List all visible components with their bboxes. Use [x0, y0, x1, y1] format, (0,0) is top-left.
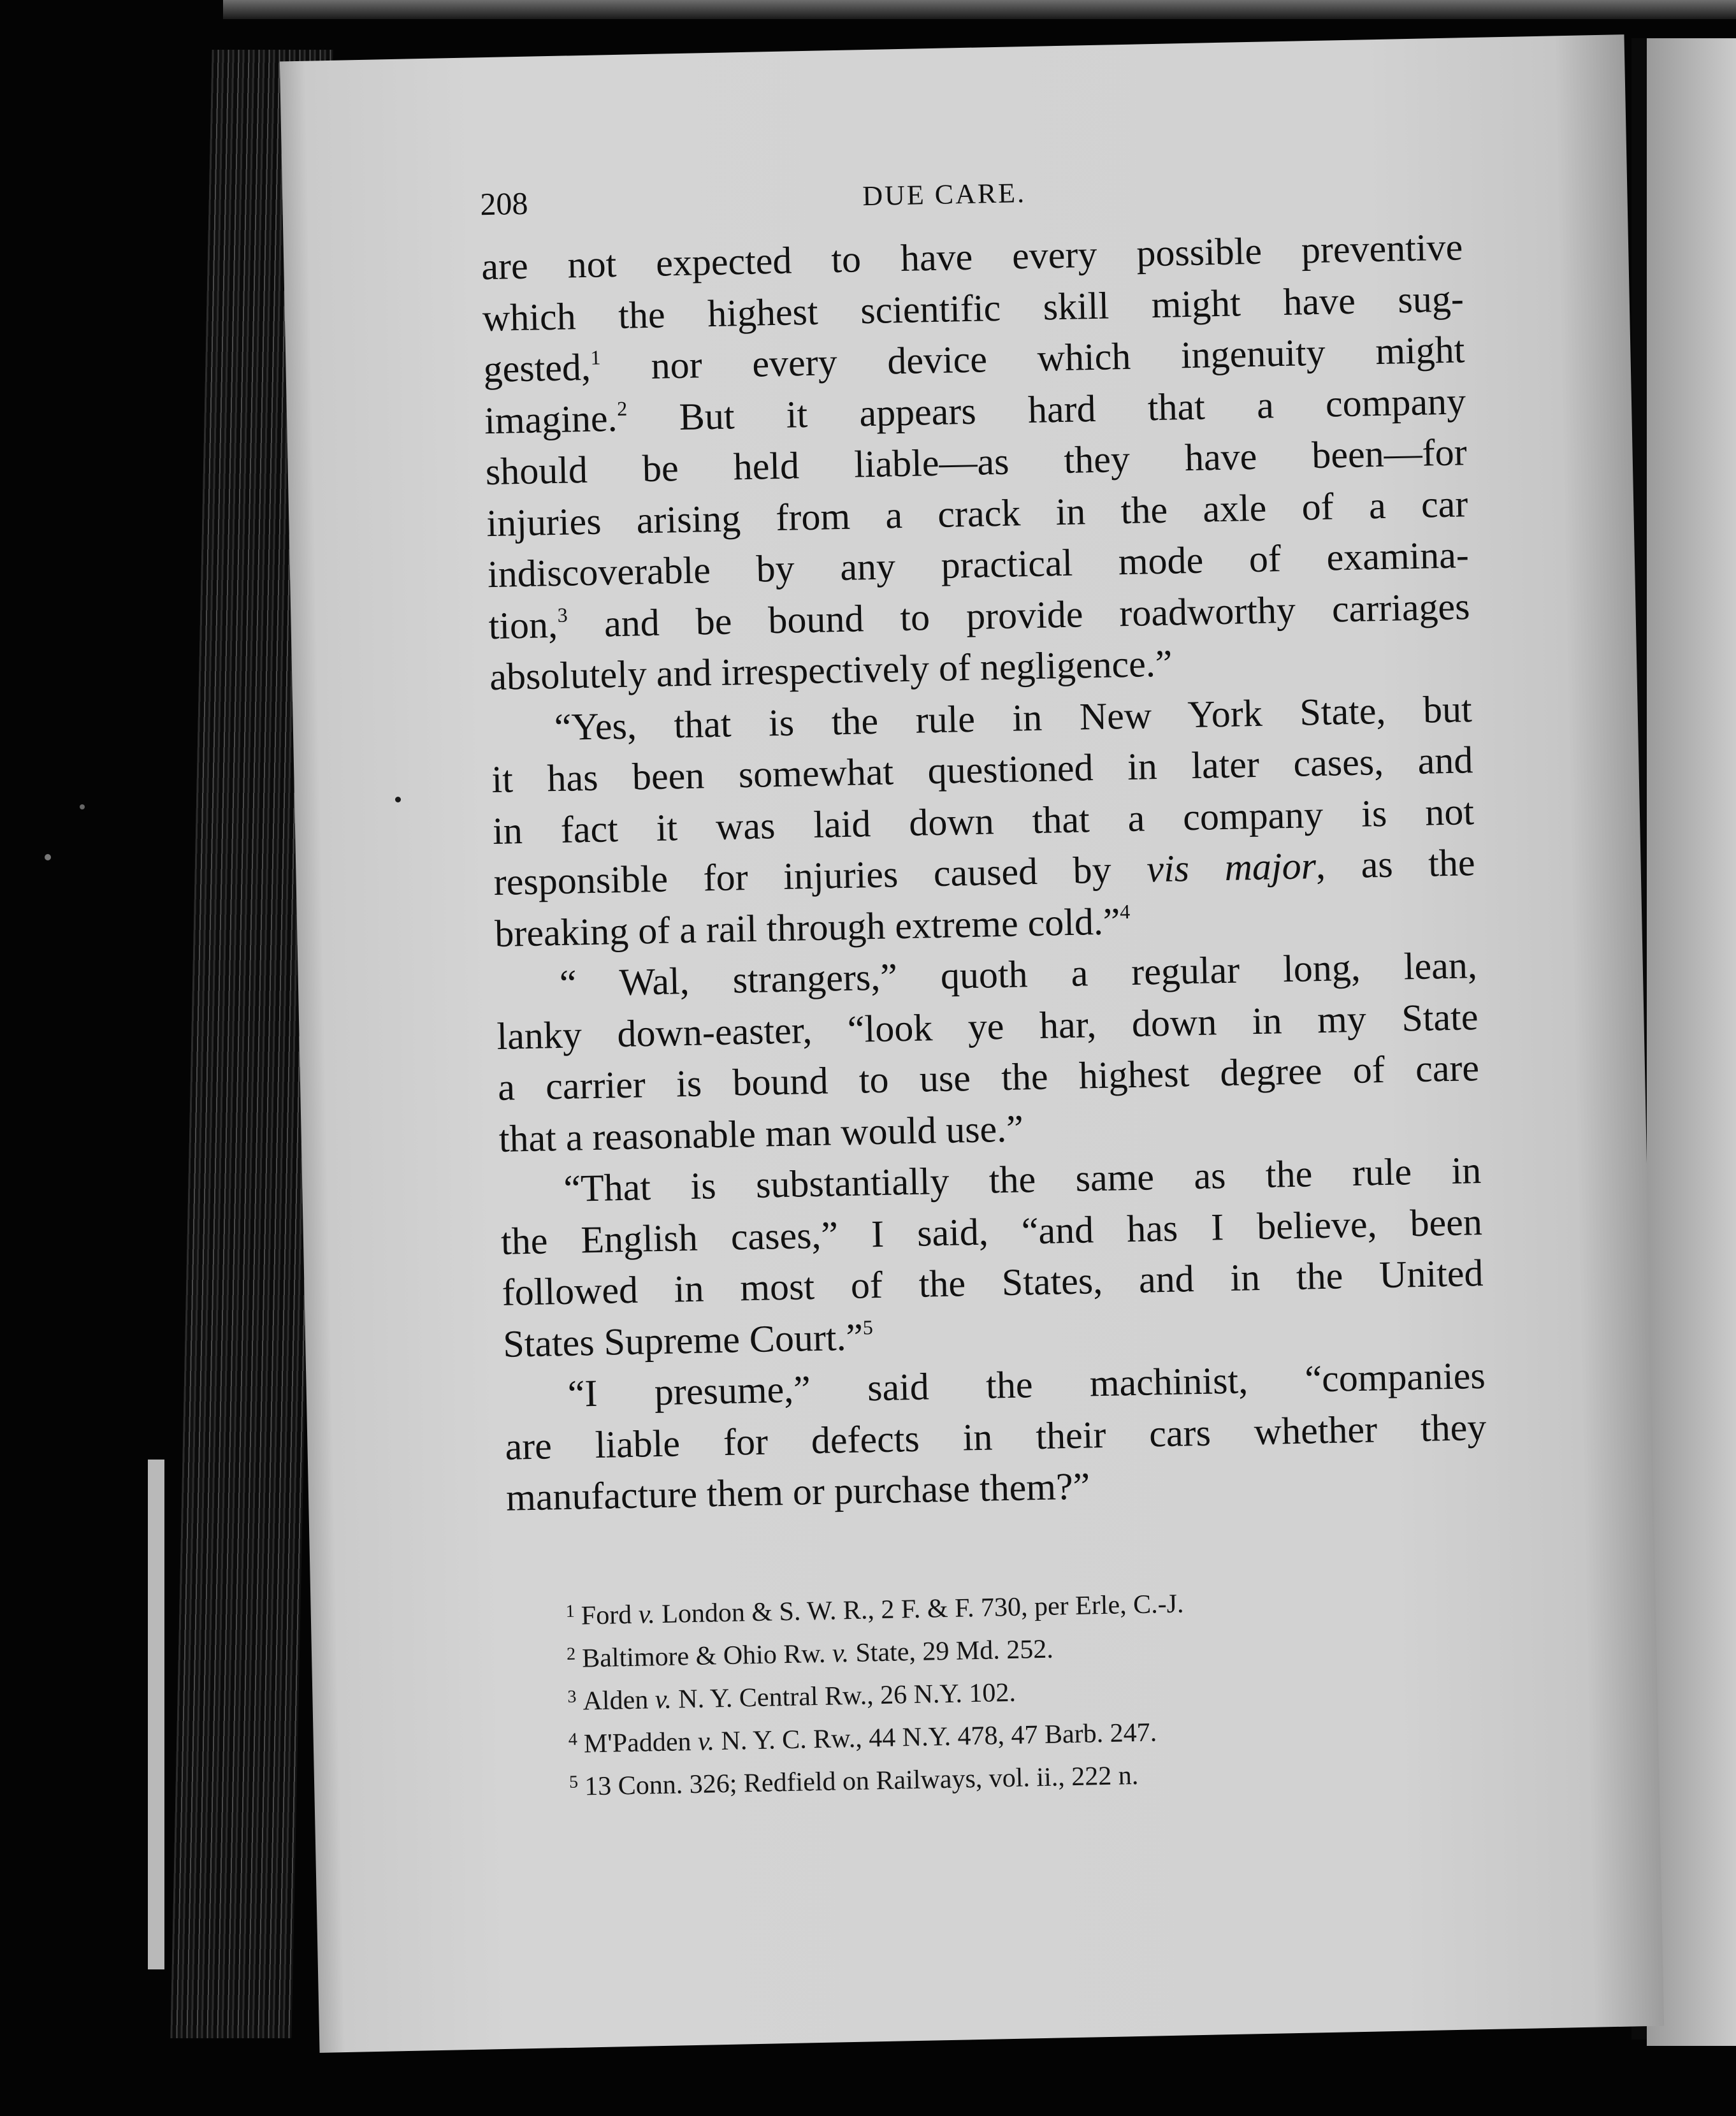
italic-text: v. [638, 1599, 656, 1630]
text-run: “Yes, that is the rule in New York State, but [554, 687, 1473, 748]
footnote-reference: 3 [557, 603, 568, 627]
footnote-reference: 2 [616, 396, 628, 420]
text-run: tion, [488, 603, 558, 647]
text-run: responsible for injuries caused by [493, 848, 1147, 903]
text-run: it has been somewhat questioned in later cases, and [491, 739, 1473, 801]
text-run: in fact it was laid down that a company is not [492, 790, 1475, 852]
footnote-number: 5 [568, 1772, 579, 1792]
text-run: lanky down-easter, “look ye har, down in my State [496, 995, 1479, 1057]
text-run: N. Y. C. Rw., 44 N.Y. 478, 47 Barb. 247. [714, 1717, 1157, 1756]
facing-page-edge [1647, 38, 1736, 2046]
text-run: which the highest scientific skill might have sug- [482, 277, 1465, 339]
text-run: “ Wal, strangers,” quoth a regular long, lean, [559, 944, 1478, 1004]
text-run: Alden [582, 1685, 656, 1716]
footnote-number: 3 [567, 1686, 577, 1707]
text-run: should be held liable—as they have been—for [485, 431, 1468, 493]
text-run: imagine. [484, 396, 618, 442]
text-run: 13 Conn. 326; Redfield on Railways, vol. ii., 222 n. [584, 1760, 1139, 1801]
text-run: a carrier is bound to use the highest degree of care [497, 1047, 1480, 1108]
footnote-number: 4 [568, 1729, 578, 1750]
running-title: DUE CARE. [862, 177, 1027, 212]
book-top-edge [223, 0, 1736, 19]
italic-text: v. [697, 1726, 715, 1757]
text-run: are liable for defects in their cars whether they [504, 1405, 1487, 1468]
text-run: N. Y. Central Rw., 26 N.Y. 102. [671, 1678, 1016, 1714]
body-text [481, 221, 1488, 1523]
text-run: manufacture them or purchase them?” [505, 1465, 1090, 1519]
text-run: indiscoverable by any practical mode of examina- [487, 533, 1470, 596]
text-run: gested, [482, 345, 591, 391]
footnote-reference: 5 [862, 1315, 874, 1339]
book-page [280, 34, 1664, 2053]
footnotes [508, 1574, 1493, 1807]
text-run: that a reasonable man would use.” [498, 1106, 1024, 1160]
text-run: the English cases,” I said, “and has I believe, been [500, 1200, 1483, 1263]
scan-speck [80, 804, 85, 809]
footnote-reference: 1 [590, 345, 601, 369]
text-run: and be bound to provide roadworthy carriages [567, 584, 1471, 646]
text-run: But it appears hard that a company [626, 379, 1466, 439]
text-run: are not expected to have every possible preventive [481, 226, 1463, 288]
text-run: Baltimore & Ohio Rw. [581, 1639, 833, 1673]
running-head [480, 159, 1462, 229]
scan-speck [395, 797, 401, 802]
text-run: nor every device which ingenuity might [600, 328, 1465, 388]
scan-speck [45, 854, 51, 860]
footnote-number: 1 [565, 1601, 575, 1621]
text-run: absolutely and irrespectively of negligence.” [489, 642, 1173, 699]
text-run: M'Padden [583, 1727, 698, 1758]
text-run: “I presume,” said the machinist, “companies [567, 1354, 1486, 1415]
text-run: , as the [1315, 841, 1476, 887]
page-number: 208 [479, 185, 528, 222]
text-run: injuries arising from a crack in the axle of a car [486, 482, 1468, 544]
text-run: State, 29 Md. 252. [848, 1634, 1054, 1668]
text-run: “That is substantially the same as the rule in [563, 1149, 1482, 1210]
text-run: States Supreme Court.” [502, 1315, 864, 1365]
italic-text: v. [655, 1685, 672, 1714]
page-text-block [480, 159, 1494, 1807]
italic-text: vis major [1146, 844, 1317, 890]
page-stack-highlight [148, 1460, 164, 1969]
text-run: London & S. W. R., 2 F. & F. 730, per Erle, C.-J. [655, 1589, 1184, 1629]
footnote-reference: 4 [1119, 899, 1131, 923]
text-run: Ford [581, 1600, 639, 1630]
italic-text: v. [832, 1638, 850, 1669]
text-run: followed in most of the States, and in the United [502, 1251, 1484, 1314]
footnote-number: 2 [566, 1644, 576, 1664]
text-run: breaking of a rail through extreme cold.” [494, 899, 1121, 955]
